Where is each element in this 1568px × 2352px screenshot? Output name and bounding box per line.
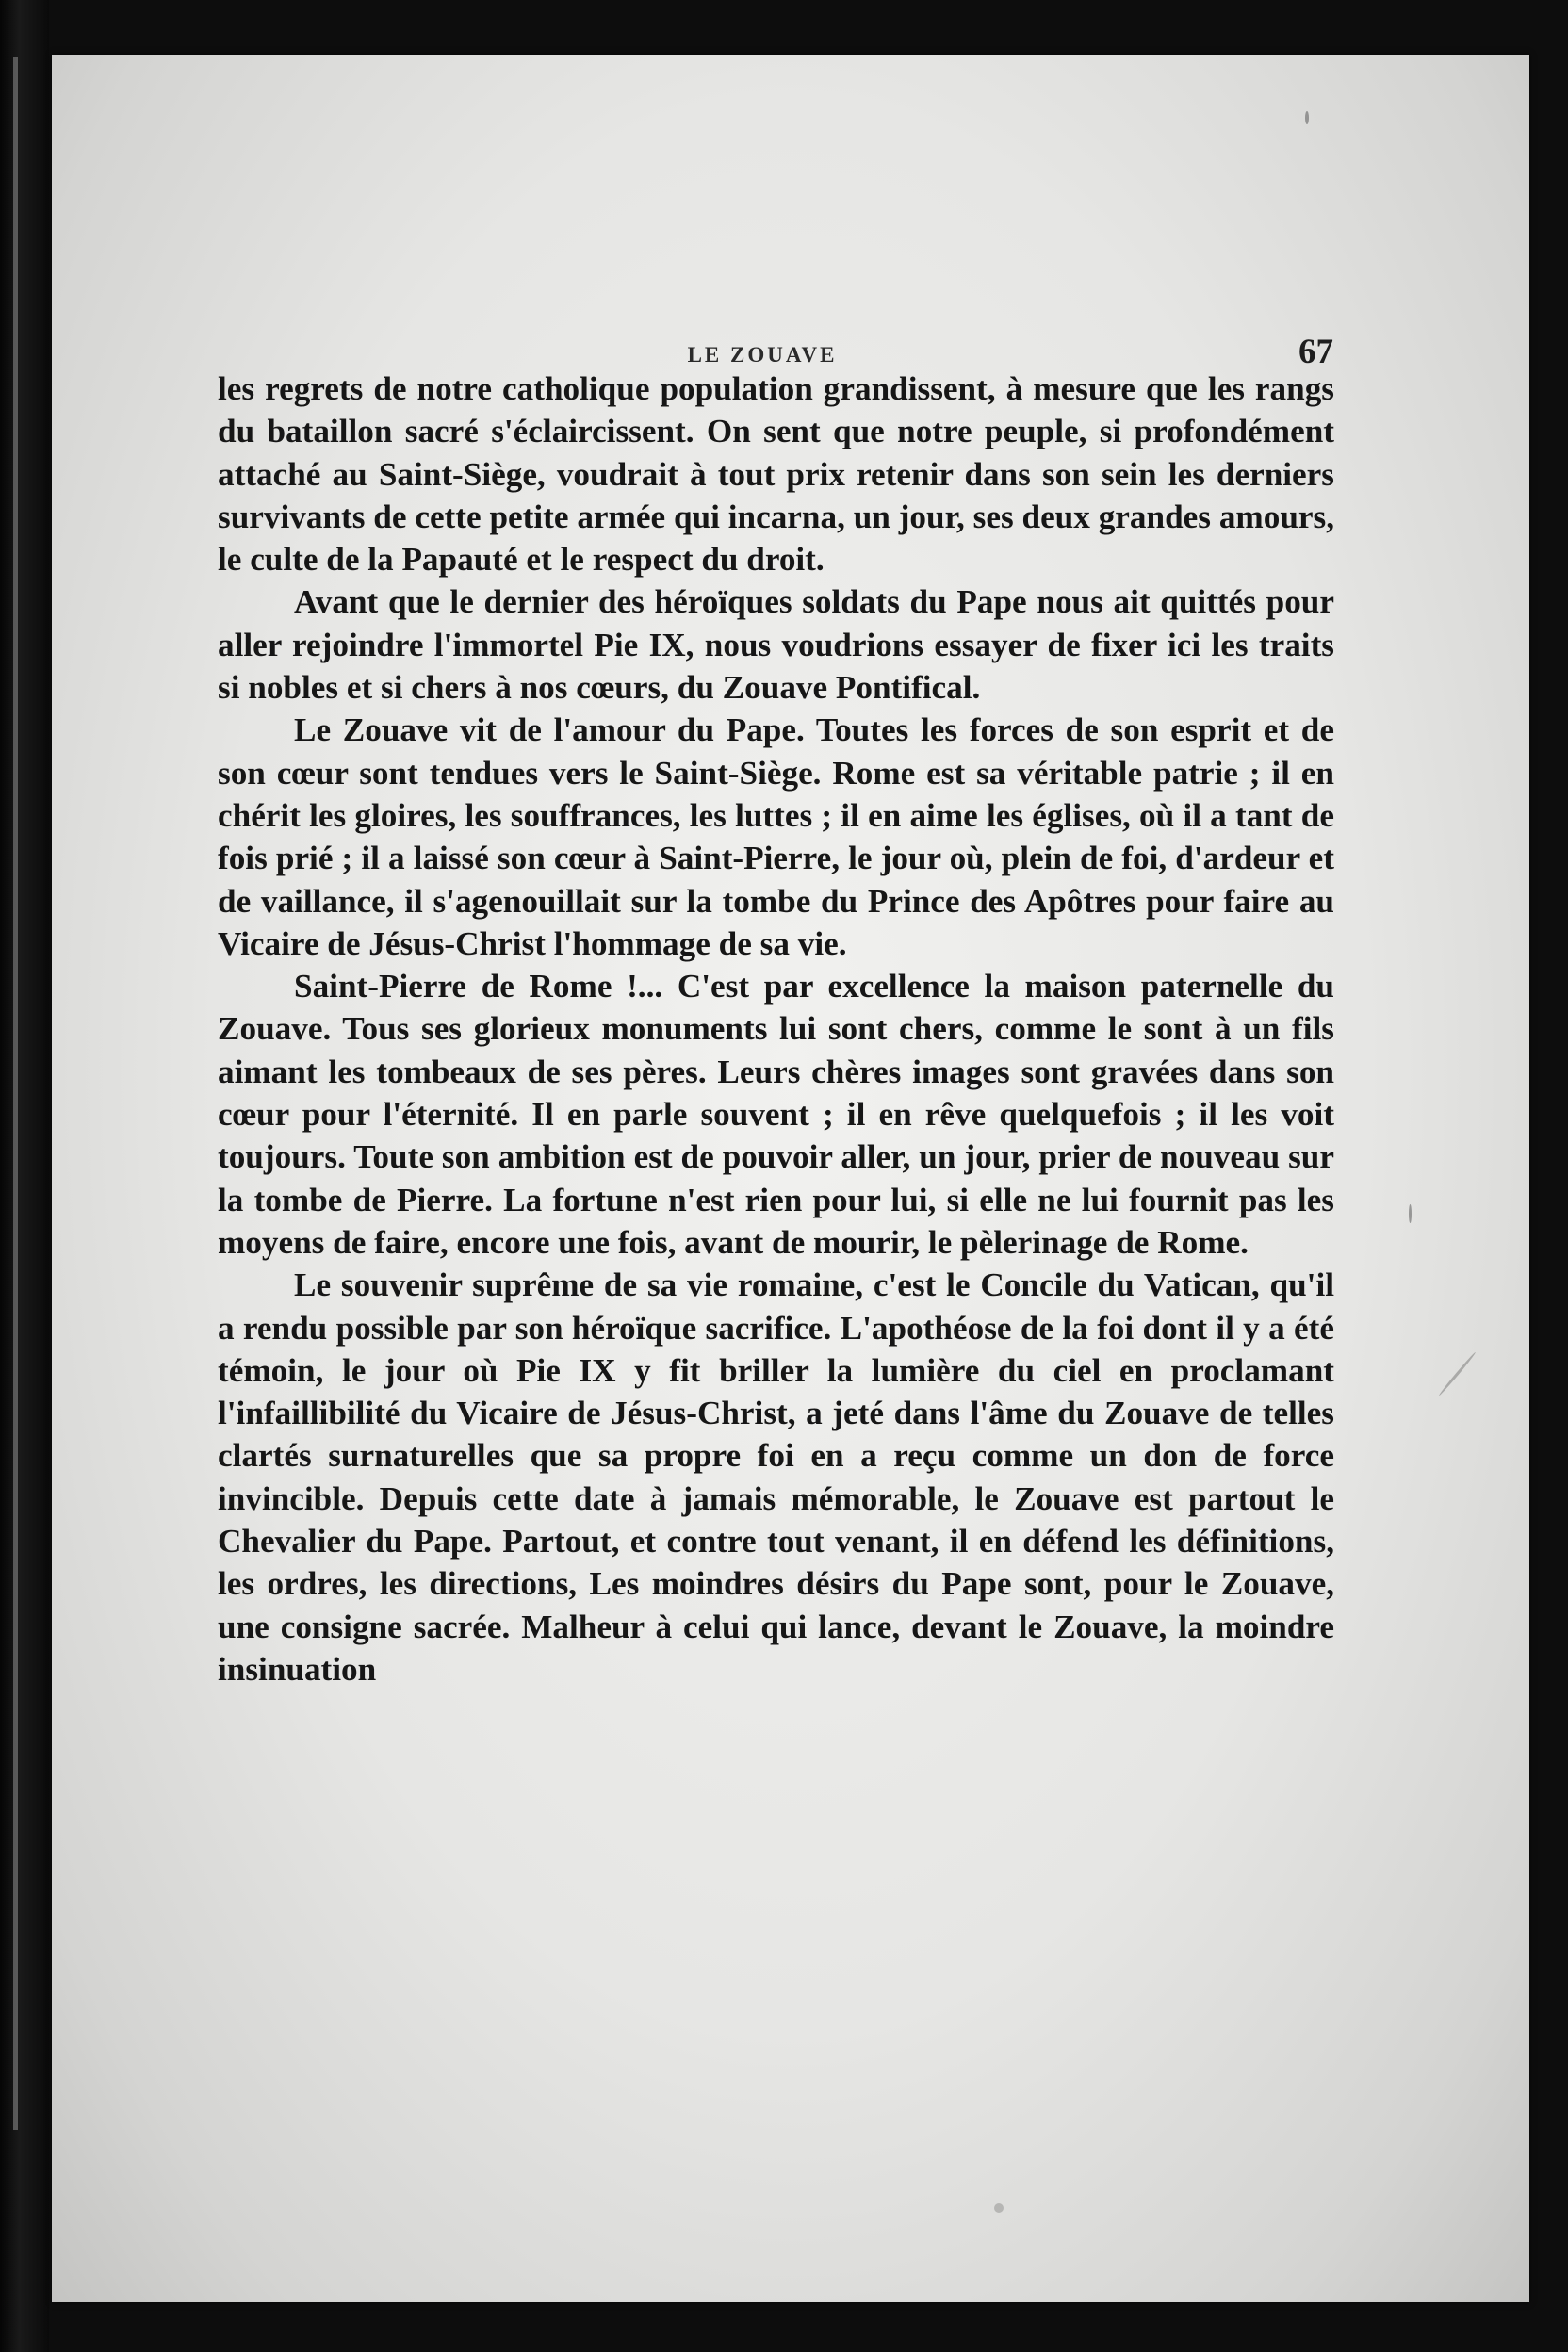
paragraph: Saint-Pierre de Rome !... C'est par excellence la maison paternelle du Zouave. Tous ses glorieux monuments lui sont chers, comme le sont à un fils aimant les tombeaux de ses pères. Leurs chères images sont gravées dans son cœur pour l'éternité. Il en parle souvent ; il en rêve quelquefois ; il les voit toujours. Toute son ambition est de pouvoir aller, un jour, prier de nouveau sur la tombe de Pierre. La fortune n'est rien pour lui, si elle ne lui fournit pas les moyens de faire, encore une fois, avant de mourir, le pèlerinage de Rome.: [218, 968, 1334, 1261]
film-strip-line: [13, 57, 18, 2130]
scan-speck: [1438, 1351, 1477, 1396]
scan-speck: [1305, 111, 1309, 124]
scan-speck: [1409, 1204, 1412, 1223]
paragraph: Le Zouave vit de l'amour du Pape. Toutes les forces de son esprit et de son cœur sont tendues vers le Saint-Siège. Rome est sa véritable patrie ; il en chérit les gloires, les souffrances, les luttes ; il en aime les églises, où il a tant de fois prié ; il a laissé son cœur à Saint-Pierre, le jour où, plein de foi, d'ardeur et de vaillance, il s'agenouillait sur la tombe du Prince des Apôtres pour faire au Vicaire de Jésus-Christ l'hommage de sa vie.: [218, 711, 1334, 962]
page-number: 67: [1298, 333, 1333, 371]
body-text: [218, 368, 1334, 1690]
page-header: [52, 279, 1529, 371]
paragraph: Le souvenir suprême de sa vie romaine, c'est le Concile du Vatican, qu'il a rendu possible par son héroïque sacrifice. L'apothéose de la foi dont il y a été témoin, le jour où Pie IX y fit briller la lumière du ciel en proclamant l'infaillibilité du Vicaire de Jésus-Christ, a jeté dans l'âme du Zouave de telles clartés surnaturelles que sa propre foi en a reçu comme un don de force invincible. Depuis cette date à jamais mémorable, le Zouave est partout le Chevalier du Pape. Partout, et contre tout venant, il en défend les définitions, les ordres, les directions, Les moindres désirs du Pape sont, pour le Zouave, une consigne sacrée. Malheur à celui qui lance, devant le Zouave, la moindre insinuation: [218, 1266, 1334, 1688]
running-head: LE ZOUAVE: [687, 343, 838, 367]
paragraph: Avant que le dernier des héroïques soldats du Pape nous ait quittés pour aller rejoindre l'immortel Pie IX, nous voudrions essayer de fixer ici les traits si nobles et si chers à nos cœurs, du Zouave Pontifical.: [218, 583, 1334, 707]
paragraph: les regrets de notre catholique population grandissent, à mesure que les rangs du bataillon sacré s'éclaircissent. On sent que notre peuple, si profondément attaché au Saint-Siège, voudrait à tout prix retenir dans son sein les derniers survivants de cette petite armée qui incarna, un jour, ses deux grandes amours, le culte de la Papauté et le respect du droit.: [218, 370, 1334, 579]
scan-speck: [994, 2203, 1004, 2213]
book-page: [52, 55, 1529, 2302]
